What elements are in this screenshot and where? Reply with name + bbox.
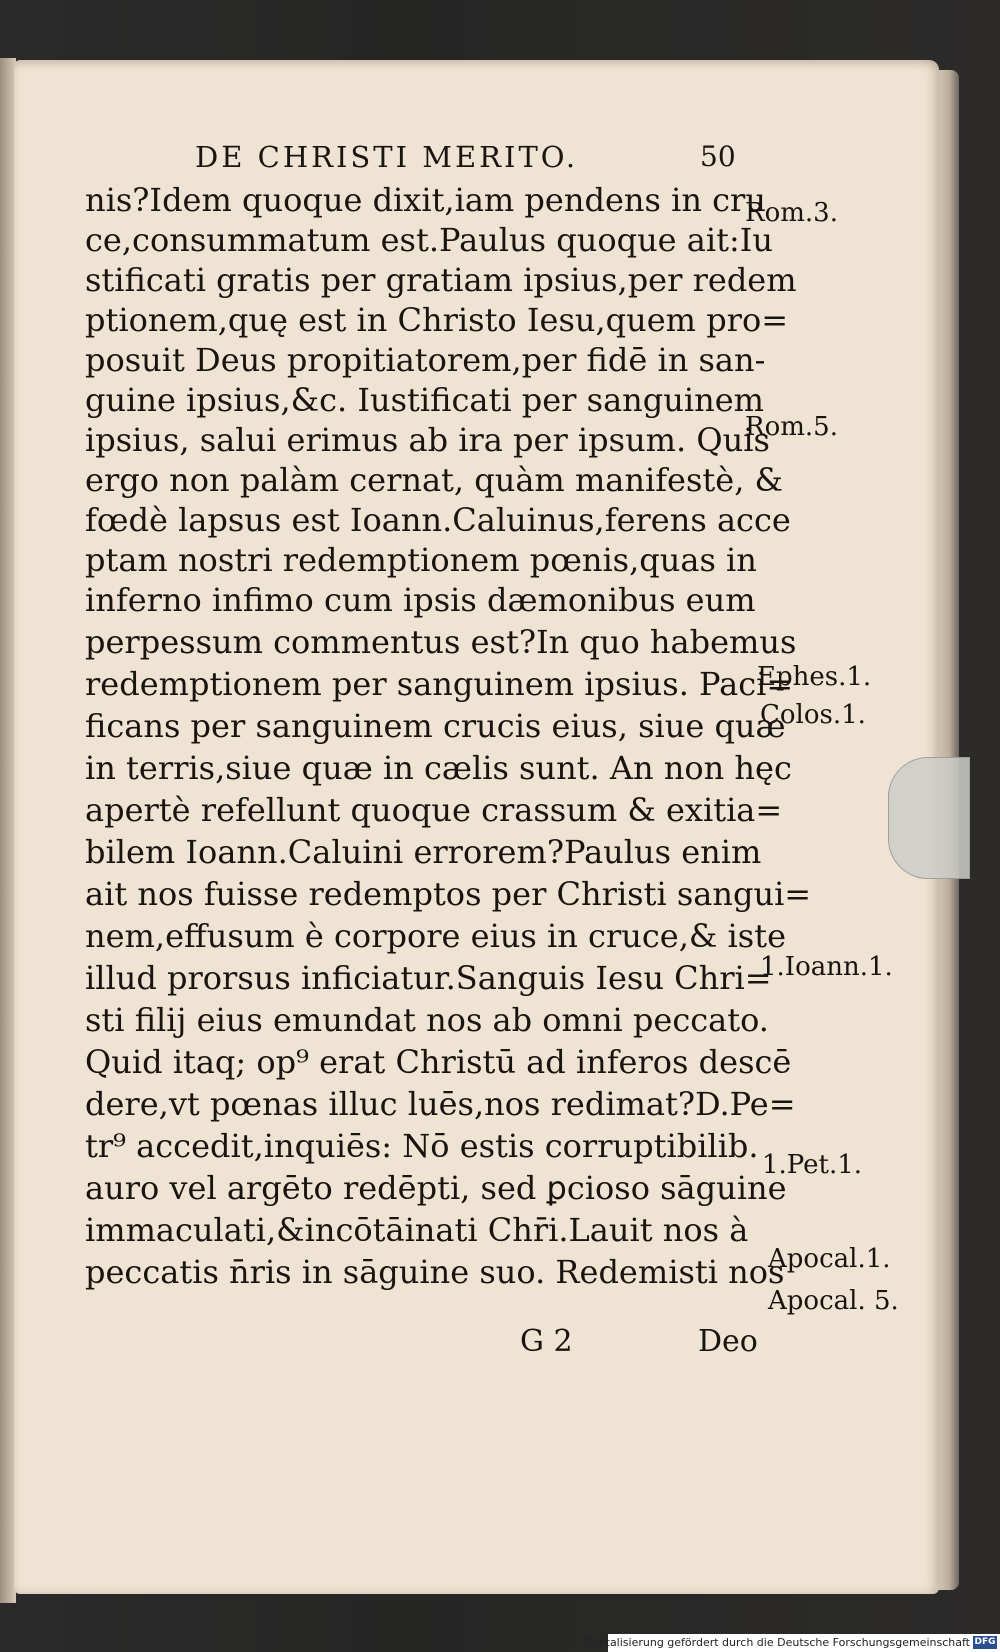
text-line: posuit Deus propitiatorem,per fidē in san- <box>85 341 766 379</box>
text-line: ptam nostri redemptionem pœnis,quas in <box>85 541 757 579</box>
text-line: fœdè lapsus est Ioann.Caluinus,ferens acce <box>85 501 791 539</box>
text-line: redemptionem per sanguinem ipsius. Paci= <box>85 665 794 703</box>
text-line: bilem Ioann.Caluini errorem?Paulus enim <box>85 833 762 871</box>
text-line: peccatis n̄ris in sāguine suo. Redemisti nos <box>85 1253 785 1291</box>
margin-note-1-pet-1: 1.Pet.1. <box>762 1150 863 1180</box>
catchword: Deo <box>698 1324 758 1359</box>
text-line: tr⁹ accedit,inquiēs: Nō estis corruptibilib. <box>85 1127 759 1165</box>
text-line: immaculati,&incōtāinati Chr̄i.Lauit nos à <box>85 1211 749 1249</box>
dfg-logo-icon: DFG <box>974 1637 996 1647</box>
margin-note-colos-1: Colos.1. <box>760 700 866 730</box>
margin-note-apocal-5: Apocal. 5. <box>768 1286 899 1316</box>
running-title: DE CHRISTI MERITO. <box>195 140 579 174</box>
text-line: ergo non palàm cernat, quàm manifestè, & <box>85 461 784 499</box>
running-head <box>0 140 1000 180</box>
text-line: stificati gratis per gratiam ipsius,per redem <box>85 261 797 299</box>
bookmark-tab <box>888 757 970 879</box>
text-line: nis?Idem quoque dixit,iam pendens in cru <box>85 181 766 219</box>
margin-note-apocal-1: Apocal.1. <box>768 1244 891 1274</box>
text-line: illud prorsus inficiatur.Sanguis Iesu Chri= <box>85 959 772 997</box>
text-line: ficans per sanguinem crucis eius, siue quæ <box>85 707 786 745</box>
text-line: auro vel argēto redēpti, sed ꝑcioso sāguine <box>85 1169 787 1207</box>
text-line: inferno infimo cum ipsis dæmonibus eum <box>85 581 756 619</box>
text-line: ce,consummatum est.Paulus quoque ait:Iu <box>85 221 773 259</box>
margin-note-rom-3: Rom.3. <box>745 198 838 228</box>
folio-number: 50 <box>700 140 736 173</box>
text-line: ptionem,quę est in Christo Iesu,quem pro= <box>85 301 789 339</box>
text-line: apertè refellunt quoque crassum & exitia= <box>85 791 783 829</box>
text-line: nem,effusum è corpore eius in cruce,& iste <box>85 917 786 955</box>
margin-note-ephes-1: Ephes.1. <box>757 662 872 692</box>
text-line: ipsius, salui erimus ab ira per ipsum. Quis <box>85 421 770 459</box>
credit-text: Digitalisierung gefördert durch die Deutsche Forschungsgemeinschaft <box>584 1636 970 1649</box>
text-line: perpessum commentus est?In quo habemus <box>85 623 797 661</box>
digitization-credit-bar <box>584 1634 1000 1652</box>
signature-mark: G 2 <box>520 1324 573 1359</box>
text-line: dere,vt pœnas illuc luēs,nos redimat?D.Pe= <box>85 1085 796 1123</box>
margin-note-1-ioann-1: 1.Ioann.1. <box>760 952 893 982</box>
text-line: guine ipsius,&c. Iustificati per sanguinem <box>85 381 764 419</box>
text-line: Quid itaq; op⁹ erat Christū ad inferos descē <box>85 1043 792 1081</box>
text-line: sti filij eius emundat nos ab omni peccato. <box>85 1001 769 1039</box>
text-line: ait nos fuisse redemptos per Christi sangui= <box>85 875 812 913</box>
text-line: in terris,siue quæ in cælis sunt. An non hęc <box>85 749 792 787</box>
margin-note-rom-5: Rom.5. <box>745 412 838 442</box>
